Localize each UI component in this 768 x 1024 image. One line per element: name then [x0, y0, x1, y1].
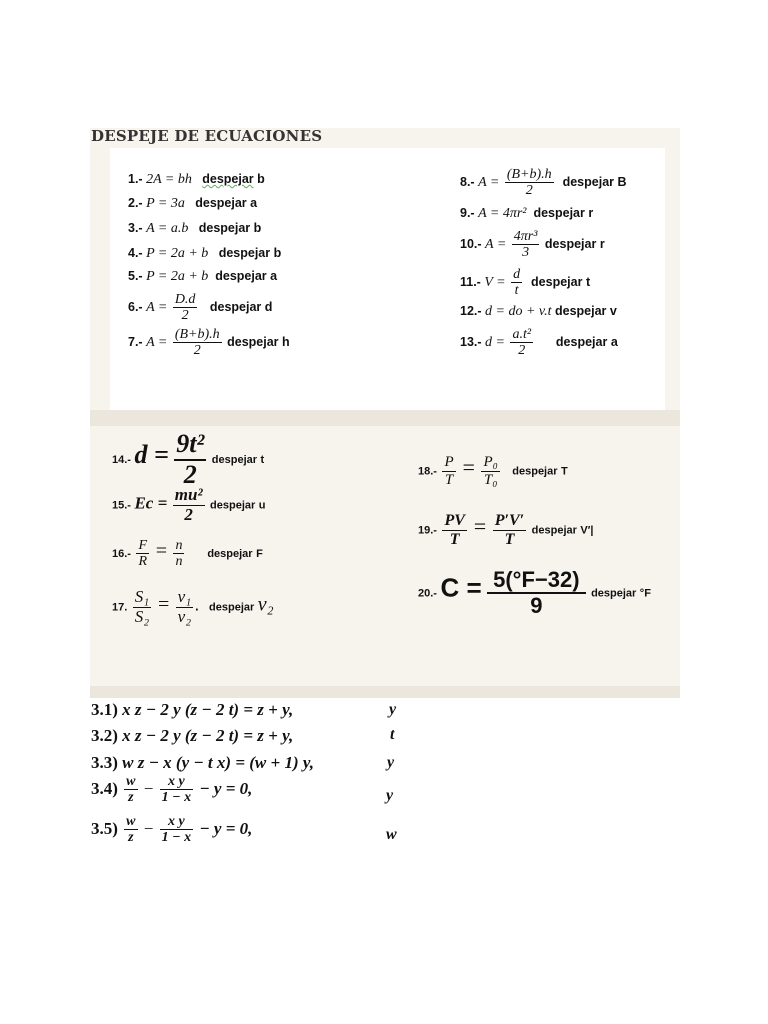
block-divider-2 — [90, 686, 680, 698]
equation-5: 5.- P = 2a + b despejar a — [128, 269, 278, 284]
fraction: $\frac{\text{x y}}{1 - x}$ — [161, 774, 192, 806]
equation-18: 18.- $\frac{P}{T}$ = $\frac{\text{P₀}}{\text{T₀}}$ despejar T — [418, 454, 568, 488]
equation-2: 2.- P = 3a despejar a — [128, 196, 258, 211]
fraction: $\frac{5(^\circ F-32)}{9}$ — [487, 568, 585, 618]
equation-7: 7.- A = $\frac{(B+b).h}{2}$ despejar h — [128, 327, 290, 359]
fraction: $\frac{\text{9t²}}{2}$ — [176, 429, 205, 489]
exercise-3-1-variable: y — [389, 701, 397, 718]
fraction: $\frac{P}{T}$ — [444, 454, 454, 488]
exercise-3-4-variable: y — [386, 787, 394, 804]
exercise-3-2: 3.2) x z − 2 y (z − 2 t) = z + y, — [91, 726, 294, 745]
exercise-3-2-variable: t — [390, 726, 395, 743]
equation-10: 10.- A = $\frac{\text{4πr³}}{3}$ despejar r — [460, 229, 605, 261]
equation-9: 9.- A = 4πr² despejar r — [460, 206, 594, 221]
fraction: $\frac{P'V'}{T}$ — [494, 512, 525, 548]
exercise-3-3-variable: y — [387, 754, 395, 771]
fraction: $\frac{PV}{T}$ — [444, 512, 465, 548]
equation-17: 17. $\frac{\text{S₁}}{\text{S₂}}$ = $\frac{\text{v₁}}{\text{v₂}}$ . despejar v₂ — [112, 587, 274, 626]
block1-side-left — [90, 148, 110, 410]
equation-19: 19.- $\frac{PV}{T}$ = $\frac{P'V'}{T}$ despejar V′| — [418, 512, 594, 548]
fraction: $\frac{w}{z}$ — [126, 774, 136, 806]
fraction: $\frac{\text{S₁}}{\text{S₂}}$ — [134, 587, 150, 626]
fraction: $\frac{d}{t}$ — [513, 267, 521, 299]
equation-3: 3.- A = a.b despejar b — [128, 221, 262, 236]
equation-4: 4.- P = 2a + b despejar b — [128, 246, 282, 261]
fraction: $\frac{n}{n}$ — [175, 538, 183, 570]
equation-16: 16.- $\frac{F}{R}$ = $\frac{n}{n}$ despejar F — [112, 538, 263, 570]
fraction: $\frac{\text{a.t²}}{2}$ — [512, 327, 532, 359]
equation-20: 20.- C = $\frac{5(^\circ F-32)}{9}$ despejar °F — [418, 567, 651, 619]
equation-12: 12.- d = do + v.t despejar v — [460, 304, 617, 319]
fraction: $\frac{D.d}{2}$ — [174, 292, 196, 324]
fraction: $\frac{w}{z}$ — [126, 814, 136, 846]
equation-15: 15.- Ec = $\frac{\text{mu²}}{2}$ despejar u — [112, 485, 266, 524]
fraction: $\frac{\text{mu²}}{2}$ — [174, 485, 203, 524]
equation-13: 13.- d = $\frac{\text{a.t²}}{2}$ despejar a — [460, 327, 618, 359]
equation-1: 1.- 2A = bh despejar b — [128, 172, 265, 187]
fraction: $\frac{F}{R}$ — [138, 538, 148, 570]
fraction: $\frac{(B+b).h}{2}$ — [506, 167, 552, 199]
equation-11: 11.- V = $\frac{d}{t}$ despejar t — [460, 267, 591, 299]
exercise-3-4: 3.4) $\frac{w}{z}$ − $\frac{\text{x y}}{1 - x}$ − y = 0, — [91, 774, 253, 806]
equation-14: 14.- d = $\frac{\text{9t²}}{2}$ despejar t — [112, 429, 265, 489]
block-divider-1 — [90, 410, 680, 426]
fraction: $\frac{(B+b).h}{2}$ — [174, 327, 220, 359]
exercise-3-1: 3.1) x z − 2 y (z − 2 t) = z + y, — [91, 700, 294, 719]
exercise-3-3: 3.3) w z − x (y − t x) = (w + 1) y, — [91, 753, 315, 772]
equation-6: 6.- A = $\frac{D.d}{2}$ despejar d — [128, 292, 273, 324]
fraction: $\frac{\text{4πr³}}{3}$ — [513, 229, 538, 261]
block1-side-right — [665, 148, 680, 410]
fraction: $\frac{\text{x y}}{1 - x}$ — [161, 814, 192, 846]
exercise-3-5-variable: w — [386, 826, 397, 843]
exercise-3-5: 3.5) $\frac{w}{z}$ − $\frac{\text{x y}}{1 - x}$ − y = 0, — [91, 814, 253, 846]
equation-8: 8.- A = $\frac{(B+b).h}{2}$ despejar B — [460, 167, 627, 199]
fraction: $\frac{\text{P₀}}{\text{T₀}}$ — [483, 454, 498, 488]
fraction: $\frac{\text{v₁}}{\text{v₂}}$ — [177, 587, 192, 626]
page-title: DESPEJE DE ECUACIONES — [91, 127, 323, 145]
